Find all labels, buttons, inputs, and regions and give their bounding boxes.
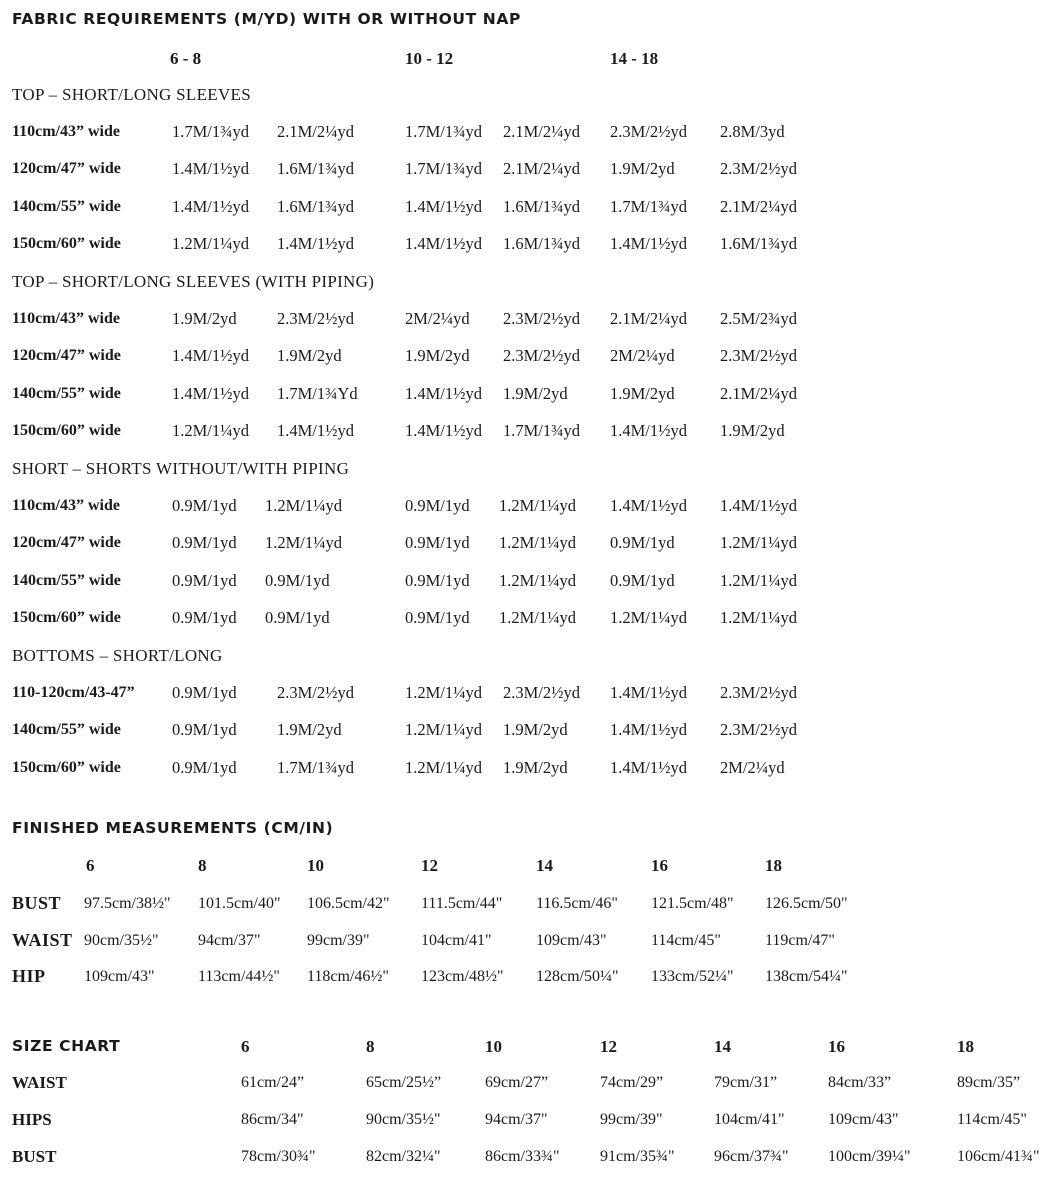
fabric-amount-cell: 2.3M/2½yd (720, 159, 798, 179)
fabric-amount-cell: 1.2M/1¼yd (499, 570, 577, 590)
finished-measurement-cell: 109cm/43" (536, 932, 607, 949)
fabric-amount-cell: 0.9M/1yd (172, 496, 237, 515)
finished-measurement-cell: 119cm/47" (765, 932, 835, 949)
fabric-amount-cell: 1.9M/2yd (172, 309, 237, 328)
fabric-amount-cell: 1.9M/2yd (610, 159, 675, 179)
fabric-amount-cell: 2.3M/2½yd (503, 683, 581, 702)
size-chart-size-header: 8 (366, 1037, 375, 1056)
fabric-amount-cell: 1.2M/1¼yd (172, 421, 250, 441)
fabric-amount-cell: 2.1M/2¼yd (503, 159, 581, 179)
fabric-amount-cell: 1.2M/1¼yd (499, 533, 577, 553)
fabric-section-title: TOP – SHORT/LONG SLEEVES (12, 85, 251, 104)
fabric-width-label: 140cm/55” wide (12, 571, 121, 589)
fabric-amount-cell: 1.9M/2yd (720, 421, 785, 441)
fabric-amount-cell: 1.9M/2yd (503, 757, 568, 777)
finished-measurement-cell: 114cm/45" (651, 932, 721, 949)
finished-row-label: BUST (12, 893, 62, 913)
finished-measurement-cell: 128cm/50¼" (536, 968, 619, 985)
fabric-amount-cell: 1.4M/1½yd (405, 196, 483, 216)
fabric-width-label: 120cm/47” wide (12, 160, 121, 178)
fabric-amount-cell: 1.9M/2yd (277, 720, 342, 740)
size-chart-row-label: HIPS (12, 1110, 52, 1129)
size-chart-row-label: BUST (12, 1147, 57, 1166)
finished-size-header: 18 (765, 856, 782, 875)
fabric-amount-cell: 1.4M/1½yd (277, 421, 355, 441)
fabric-amount-cell: 1.2M/1¼yd (265, 533, 343, 553)
fabric-amount-cell: 1.2M/1¼yd (405, 720, 483, 740)
fabric-section-title: BOTTOMS – SHORT/LONG (12, 646, 223, 665)
fabric-amount-cell: 1.4M/1½yd (405, 421, 483, 441)
fabric-amount-cell: 2.3M/2½yd (277, 309, 355, 328)
fabric-width-label: 140cm/55” wide (12, 721, 121, 739)
finished-measurement-cell: 99cm/39" (307, 932, 370, 949)
fabric-amount-cell: 1.2M/1¼yd (720, 570, 798, 590)
finished-measurements-title: FINISHED MEASUREMENTS (CM/IN) (12, 819, 334, 837)
size-chart-size-header: 12 (600, 1037, 617, 1056)
fabric-amount-cell: 2.1M/2¼yd (720, 383, 798, 403)
size-chart-measurement-cell: 106cm/41¾" (957, 1148, 1040, 1165)
fabric-amount-cell: 0.9M/1yd (172, 608, 237, 628)
size-chart-measurement-cell: 100cm/39¼" (828, 1148, 911, 1165)
fabric-amount-cell: 1.6M/1¾yd (503, 234, 581, 254)
fabric-amount-cell: 1.4M/1½yd (610, 683, 688, 702)
fabric-amount-cell: 1.6M/1¾yd (277, 159, 355, 179)
finished-measurement-cell: 109cm/43" (84, 968, 155, 985)
fabric-amount-cell: 1.2M/1¼yd (172, 234, 250, 254)
fabric-amount-cell: 2.3M/2½yd (720, 720, 798, 740)
fabric-amount-cell: 0.9M/1yd (172, 533, 237, 553)
size-chart-measurement-cell: 82cm/32¼" (366, 1148, 441, 1165)
fabric-amount-cell: 1.2M/1¼yd (720, 533, 798, 553)
finished-size-header: 12 (421, 856, 438, 875)
fabric-amount-cell: 1.2M/1¼yd (720, 608, 798, 628)
size-chart-measurement-cell: 61cm/24” (241, 1074, 305, 1091)
fabric-amount-cell: 2.8M/3yd (720, 122, 785, 141)
fabric-amount-cell: 0.9M/1yd (172, 570, 237, 590)
finished-row-label: HIP (12, 966, 46, 986)
fabric-amount-cell: 1.7M/1¾yd (503, 421, 581, 441)
fabric-amount-cell: 2.3M/2½yd (277, 683, 355, 702)
size-chart-measurement-cell: 90cm/35½" (366, 1111, 441, 1128)
size-chart-title: SIZE CHART (12, 1037, 121, 1055)
finished-size-header: 6 (86, 856, 95, 875)
fabric-amount-cell: 1.2M/1¼yd (265, 496, 343, 515)
size-chart-measurement-cell: 89cm/35” (957, 1074, 1021, 1091)
fabric-amount-cell: 0.9M/1yd (405, 496, 470, 515)
fabric-width-label: 150cm/60” wide (12, 609, 121, 627)
fabric-width-label: 110cm/43” wide (12, 497, 120, 514)
finished-measurement-cell: 116.5cm/46" (536, 895, 618, 912)
finished-measurement-cell: 113cm/44½" (198, 968, 280, 985)
size-chart-measurement-cell: 99cm/39" (600, 1111, 663, 1128)
size-chart-measurement-cell: 104cm/41" (714, 1111, 785, 1128)
finished-measurement-cell: 123cm/48½" (421, 968, 504, 985)
fabric-width-label: 120cm/47” wide (12, 534, 121, 552)
finished-measurement-cell: 111.5cm/44" (421, 895, 503, 912)
fabric-amount-cell: 1.4M/1½yd (720, 496, 798, 515)
fabric-amount-cell: 1.4M/1½yd (610, 496, 688, 515)
fabric-amount-cell: 2.3M/2½yd (720, 683, 798, 702)
fabric-amount-cell: 0.9M/1yd (405, 570, 470, 590)
fabric-amount-cell: 1.9M/2yd (503, 720, 568, 740)
fabric-amount-cell: 0.9M/1yd (265, 608, 330, 628)
fabric-amount-cell: 2.1M/2¼yd (277, 122, 355, 141)
fabric-width-label: 140cm/55” wide (12, 384, 121, 402)
size-chart-measurement-cell: 84cm/33” (828, 1074, 892, 1091)
fabric-amount-cell: 2.3M/2½yd (610, 122, 688, 141)
fabric-amount-cell: 1.9M/2yd (503, 383, 568, 403)
fabric-amount-cell: 0.9M/1yd (610, 533, 675, 553)
fabric-amount-cell: 0.9M/1yd (405, 533, 470, 553)
finished-measurement-cell: 94cm/37" (198, 932, 261, 949)
fabric-width-label: 110-120cm/43-47” (12, 684, 135, 701)
fabric-amount-cell: 2.3M/2½yd (503, 309, 581, 328)
fabric-amount-cell: 2.3M/2½yd (720, 346, 798, 366)
fabric-width-label: 150cm/60” wide (12, 422, 121, 440)
fabric-amount-cell: 1.4M/1½yd (405, 383, 483, 403)
finished-size-header: 16 (651, 856, 668, 875)
finished-measurement-cell: 133cm/52¼" (651, 968, 734, 985)
fabric-amount-cell: 1.4M/1½yd (610, 234, 688, 254)
fabric-amount-cell: 1.4M/1½yd (610, 757, 688, 777)
size-chart-size-header: 6 (241, 1037, 250, 1056)
fabric-width-label: 140cm/55” wide (12, 197, 121, 215)
fabric-amount-cell: 1.2M/1¼yd (405, 757, 483, 777)
size-chart-measurement-cell: 79cm/31” (714, 1074, 778, 1091)
finished-measurement-cell: 106.5cm/42" (307, 895, 390, 912)
fabric-amount-cell: 1.6M/1¾yd (503, 196, 581, 216)
fabric-amount-cell: 1.4M/1½yd (172, 159, 250, 179)
finished-measurement-cell: 101.5cm/40" (198, 895, 281, 912)
size-chart-measurement-cell: 94cm/37" (485, 1111, 548, 1128)
size-chart-size-header: 10 (485, 1037, 502, 1056)
fabric-amount-cell: 1.4M/1½yd (172, 383, 250, 403)
size-chart-measurement-cell: 86cm/34" (241, 1111, 304, 1128)
fabric-amount-cell: 2.1M/2¼yd (610, 309, 688, 328)
fabric-width-label: 110cm/43” wide (12, 123, 120, 140)
fabric-amount-cell: 0.9M/1yd (405, 608, 470, 628)
fabric-amount-cell: 1.7M/1¾yd (172, 122, 250, 141)
fabric-requirements-title: FABRIC REQUIREMENTS (M/YD) WITH OR WITHOUT NAP (12, 10, 521, 28)
fabric-amount-cell: 1.4M/1½yd (277, 234, 355, 254)
fabric-amount-cell: 1.9M/2yd (277, 346, 342, 366)
size-chart-size-header: 18 (957, 1037, 974, 1056)
fabric-amount-cell: 1.7M/1¾Yd (277, 383, 358, 403)
fabric-amount-cell: 0.9M/1yd (265, 570, 330, 590)
fabric-amount-cell: 0.9M/1yd (172, 720, 237, 740)
size-chart-measurement-cell: 86cm/33¾" (485, 1148, 560, 1165)
fabric-width-label: 120cm/47” wide (12, 347, 121, 365)
fabric-amount-cell: 0.9M/1yd (172, 757, 237, 777)
fabric-amount-cell: 1.2M/1¼yd (610, 608, 688, 628)
fabric-section-title: SHORT – SHORTS WITHOUT/WITH PIPING (12, 459, 350, 478)
finished-measurement-cell: 90cm/35½" (84, 932, 159, 949)
finished-measurement-cell: 126.5cm/50" (765, 895, 848, 912)
fabric-width-label: 110cm/43” wide (12, 310, 120, 327)
size-chart-size-header: 14 (714, 1037, 731, 1056)
fabric-amount-cell: 2M/2¼yd (720, 757, 785, 777)
size-chart-size-header: 16 (828, 1037, 845, 1056)
fabric-amount-cell: 1.7M/1¾yd (610, 196, 688, 216)
fabric-amount-cell: 2M/2¼yd (610, 346, 675, 366)
fabric-amount-cell: 0.9M/1yd (172, 683, 237, 702)
finished-measurement-cell: 104cm/41" (421, 932, 492, 949)
fabric-amount-cell: 0.9M/1yd (610, 570, 675, 590)
fabric-amount-cell: 1.6M/1¾yd (277, 196, 355, 216)
fabric-width-label: 150cm/60” wide (12, 235, 121, 253)
finished-measurement-cell: 121.5cm/48" (651, 895, 734, 912)
size-chart-measurement-cell: 65cm/25½” (366, 1074, 442, 1091)
fabric-amount-cell: 1.9M/2yd (610, 383, 675, 403)
fabric-amount-cell: 1.6M/1¾yd (720, 234, 798, 254)
finished-measurement-cell: 97.5cm/38½" (84, 895, 171, 912)
size-chart-measurement-cell: 74cm/29” (600, 1074, 664, 1091)
fabric-width-label: 150cm/60” wide (12, 758, 121, 776)
finished-measurement-cell: 138cm/54¼" (765, 968, 848, 985)
fabric-amount-cell: 1.4M/1½yd (172, 196, 250, 216)
fabric-amount-cell: 2.5M/2¾yd (720, 309, 798, 328)
size-chart-measurement-cell: 91cm/35¾" (600, 1148, 675, 1165)
finished-row-label: WAIST (12, 930, 73, 950)
finished-size-header: 14 (536, 856, 553, 875)
fabric-amount-cell: 2.1M/2¼yd (503, 122, 581, 141)
fabric-amount-cell: 1.2M/1¼yd (405, 683, 483, 702)
fabric-amount-cell: 1.2M/1¼yd (499, 496, 577, 515)
finished-size-header: 8 (198, 856, 207, 875)
size-chart-measurement-cell: 114cm/45" (957, 1111, 1027, 1128)
fabric-amount-cell: 1.4M/1½yd (405, 234, 483, 254)
fabric-section-title: TOP – SHORT/LONG SLEEVES (WITH PIPING) (12, 272, 375, 291)
finished-size-header: 10 (307, 856, 324, 875)
fabric-amount-cell: 1.7M/1¾yd (405, 159, 483, 179)
size-group-6-8: 6 - 8 (170, 49, 202, 68)
size-chart-row-label: WAIST (12, 1073, 67, 1092)
finished-measurement-cell: 118cm/46½" (307, 968, 389, 985)
fabric-amount-cell: 2.1M/2¼yd (720, 196, 798, 216)
size-chart-measurement-cell: 69cm/27” (485, 1074, 549, 1091)
size-group-10-12: 10 - 12 (405, 49, 454, 68)
size-chart-measurement-cell: 96cm/37¾" (714, 1148, 789, 1165)
fabric-amount-cell: 1.4M/1½yd (610, 720, 688, 740)
size-chart-measurement-cell: 78cm/30¾" (241, 1148, 316, 1165)
size-group-14-18: 14 - 18 (610, 49, 659, 68)
size-chart-measurement-cell: 109cm/43" (828, 1111, 899, 1128)
fabric-amount-cell: 2M/2¼yd (405, 309, 470, 328)
fabric-amount-cell: 2.3M/2½yd (503, 346, 581, 366)
fabric-amount-cell: 1.7M/1¾yd (277, 757, 355, 777)
fabric-amount-cell: 1.9M/2yd (405, 346, 470, 366)
fabric-amount-cell: 1.2M/1¼yd (499, 608, 577, 628)
fabric-amount-cell: 1.7M/1¾yd (405, 122, 483, 141)
fabric-amount-cell: 1.4M/1½yd (610, 421, 688, 441)
fabric-amount-cell: 1.4M/1½yd (172, 346, 250, 366)
